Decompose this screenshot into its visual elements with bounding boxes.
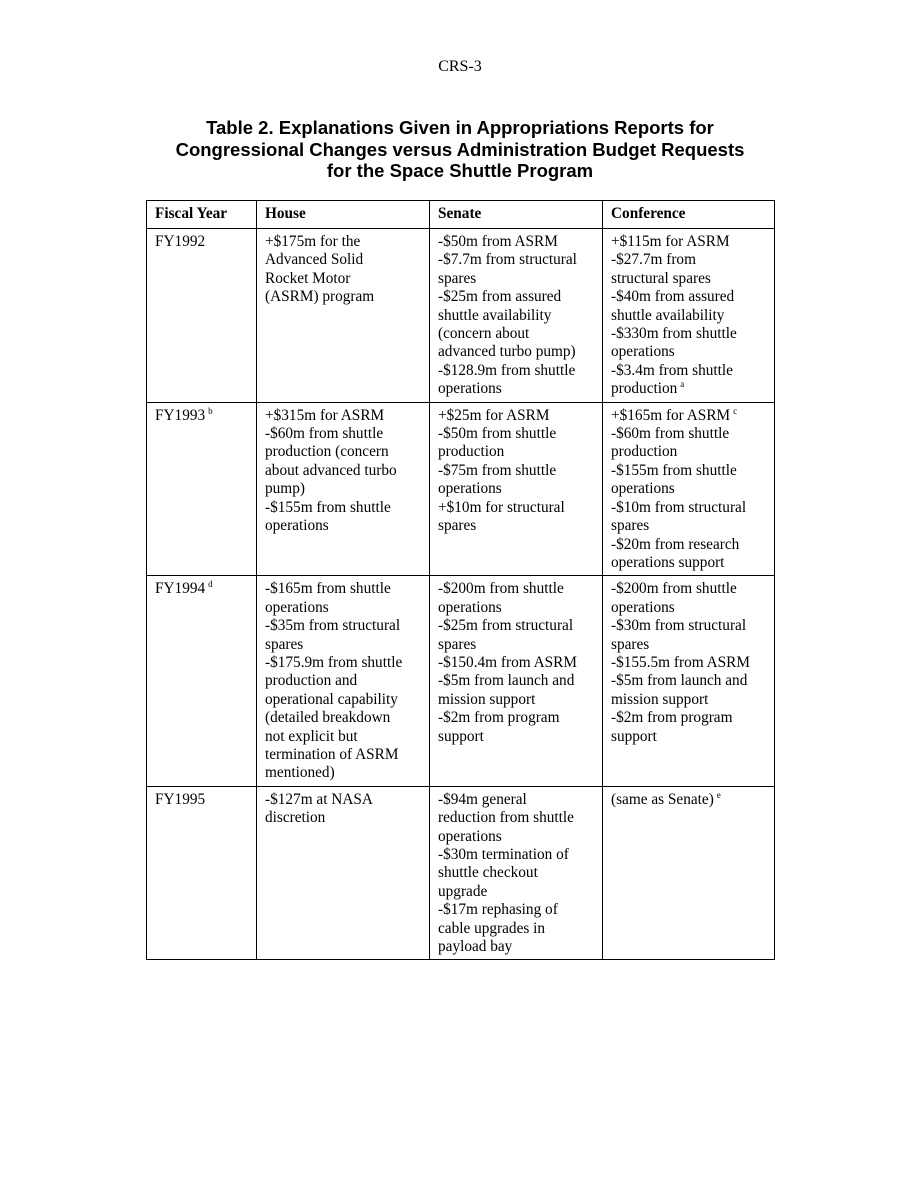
- fiscal-year-cell: [147, 576, 257, 786]
- footnote-marker: a: [680, 379, 685, 390]
- senate-cell: [430, 576, 603, 786]
- cell-line: reduction from shuttle: [438, 809, 574, 827]
- cell-line: -$128.9m from shuttle: [438, 361, 576, 379]
- conference-cell: [603, 229, 775, 403]
- house-cell: [257, 576, 430, 786]
- cell-line: spares: [265, 635, 304, 653]
- cell-line: operations: [438, 380, 502, 398]
- cell-line: shuttle checkout: [438, 864, 538, 882]
- house-cell: [257, 402, 430, 576]
- house-cell: [257, 786, 430, 960]
- cell-line: upgrade: [438, 882, 488, 900]
- cell-line: -$150.4m from ASRM: [438, 653, 577, 671]
- cell-line-text: (same as Senate): [611, 790, 714, 808]
- cell-line: operations: [611, 343, 675, 361]
- cell-line: mission support: [611, 690, 709, 708]
- cell-line: -$10m from structural: [611, 498, 747, 516]
- senate-cell: [430, 786, 603, 960]
- conference-cell: [603, 576, 775, 786]
- cell-line: mission support: [438, 690, 536, 708]
- cell-line: (detailed breakdown: [265, 709, 391, 727]
- cell-line: -$27.7m from: [611, 251, 696, 269]
- table-title: [110, 117, 810, 182]
- appropriations-table: [146, 200, 775, 960]
- table-title-line: for the Space Shuttle Program: [326, 160, 594, 181]
- page-header: CRS-3: [438, 58, 482, 75]
- cell-line: -$155m from shuttle: [265, 498, 391, 516]
- cell-line: operational capability: [265, 690, 398, 708]
- cell-line: -$60m from shuttle: [265, 425, 384, 443]
- cell-line: -$25m from assured: [438, 288, 562, 306]
- cell-line: +$315m for ASRM: [265, 406, 385, 424]
- cell-line: +$175m for the: [265, 233, 361, 250]
- fiscal-year-label: FY1992: [155, 233, 206, 250]
- cell-line: spares: [611, 517, 650, 535]
- fiscal-year-cell: [147, 229, 257, 403]
- cell-line: -$200m from shuttle: [611, 580, 737, 598]
- table-row: [147, 229, 775, 403]
- cell-line: -$7.7m from structural: [438, 251, 577, 269]
- cell-line: (concern about: [438, 325, 530, 343]
- cell-line: not explicit but: [265, 727, 358, 745]
- cell-line: production and: [265, 672, 358, 690]
- fiscal-year-cell: [147, 786, 257, 960]
- cell-line: -$40m from assured: [611, 288, 735, 306]
- cell-line-text: production: [611, 380, 678, 398]
- cell-line: support: [611, 727, 657, 745]
- cell-line: production: [611, 443, 678, 461]
- cell-line: [611, 380, 767, 398]
- cell-line: -$5m from launch and: [438, 672, 575, 690]
- cell-line: -$5m from launch and: [611, 672, 748, 690]
- cell-line: operations: [611, 598, 675, 616]
- table-row: [147, 786, 775, 960]
- cell-line: about advanced turbo: [265, 461, 397, 479]
- cell-line: [611, 407, 767, 425]
- cell-line: -$2m from program: [438, 709, 560, 727]
- cell-line: operations support: [611, 553, 725, 571]
- cell-line: -$35m from structural: [265, 617, 401, 635]
- cell-line: spares: [438, 635, 477, 653]
- cell-line: discretion: [265, 809, 326, 827]
- cell-line: structural spares: [611, 269, 711, 287]
- cell-line: (ASRM) program: [265, 288, 375, 306]
- cell-line: -$330m from shuttle: [611, 325, 737, 343]
- cell-line: -$2m from program: [611, 709, 733, 727]
- cell-line: -$127m at NASA: [265, 790, 373, 808]
- cell-line: advanced turbo pump): [438, 343, 576, 361]
- cell-line: -$50m from ASRM: [438, 233, 558, 250]
- cell-line: -$155m from shuttle: [611, 461, 737, 479]
- footnote-marker: d: [208, 579, 213, 590]
- cell-line: operations: [265, 598, 329, 616]
- cell-line: termination of ASRM: [265, 745, 399, 763]
- conference-cell: [603, 786, 775, 960]
- fiscal-year-cell: [147, 402, 257, 576]
- cell-line: -$20m from research: [611, 535, 740, 553]
- cell-line: production: [438, 443, 505, 461]
- table-row: [147, 402, 775, 576]
- cell-line: cable upgrades in: [438, 919, 546, 937]
- cell-line: -$25m from structural: [438, 617, 574, 635]
- cell-line: production (concern: [265, 443, 389, 461]
- column-header-fiscal-year: Fiscal Year: [147, 201, 257, 229]
- cell-line: -$94m general: [438, 790, 527, 808]
- table-title-line: Congressional Changes versus Administration Budget Requests: [175, 138, 745, 160]
- cell-line: +$10m for structural: [438, 498, 565, 516]
- cell-line: mentioned): [265, 764, 335, 782]
- cell-line: -$50m from shuttle: [438, 425, 557, 443]
- cell-line: [611, 791, 767, 809]
- cell-line: -$175.9m from shuttle: [265, 653, 403, 671]
- cell-line: -$165m from shuttle: [265, 580, 391, 598]
- cell-line: payload bay: [438, 938, 513, 956]
- cell-line: Advanced Solid: [265, 251, 364, 269]
- conference-cell: [603, 402, 775, 576]
- cell-line: -$3.4m from shuttle: [611, 361, 733, 379]
- cell-line: spares: [438, 269, 477, 287]
- fiscal-year-label: FY1993: [155, 406, 206, 424]
- cell-line: operations: [438, 827, 502, 845]
- cell-line: +$25m for ASRM: [438, 406, 550, 424]
- column-header-conference: Conference: [603, 201, 775, 229]
- column-header-house: House: [257, 201, 430, 229]
- cell-line: -$200m from shuttle: [438, 580, 564, 598]
- footnote-marker: c: [733, 405, 738, 416]
- cell-line: shuttle availability: [438, 306, 552, 324]
- cell-line: +$115m for ASRM: [611, 233, 730, 250]
- cell-line: -$75m from shuttle: [438, 461, 557, 479]
- cell-line: support: [438, 727, 484, 745]
- senate-cell: [430, 229, 603, 403]
- cell-line: -$60m from shuttle: [611, 425, 730, 443]
- cell-line: pump): [265, 480, 305, 498]
- fiscal-year-label: FY1995: [155, 790, 206, 808]
- cell-line: -$155.5m from ASRM: [611, 653, 750, 671]
- footnote-marker: e: [716, 789, 721, 800]
- cell-line-text: +$165m for ASRM: [611, 406, 731, 424]
- table-title-line: Table 2. Explanations Given in Appropriations Reports for: [206, 117, 714, 138]
- cell-line: spares: [438, 517, 477, 535]
- cell-line: -$30m termination of: [438, 846, 569, 863]
- column-header-senate: Senate: [430, 201, 603, 229]
- senate-cell: [430, 402, 603, 576]
- cell-line: -$30m from structural: [611, 617, 747, 635]
- cell-line: Rocket Motor: [265, 269, 351, 287]
- footnote-marker: b: [208, 405, 213, 416]
- cell-line: operations: [611, 480, 675, 498]
- cell-line: operations: [438, 480, 502, 498]
- cell-line: spares: [611, 635, 650, 653]
- cell-line: operations: [438, 598, 502, 616]
- cell-line: -$17m rephasing of: [438, 901, 558, 919]
- fiscal-year-label: FY1994: [155, 580, 206, 598]
- cell-line: operations: [265, 517, 329, 535]
- house-cell: [257, 229, 430, 403]
- table-row: [147, 576, 775, 786]
- cell-line: shuttle availability: [611, 306, 725, 324]
- table-header-row: [147, 201, 775, 229]
